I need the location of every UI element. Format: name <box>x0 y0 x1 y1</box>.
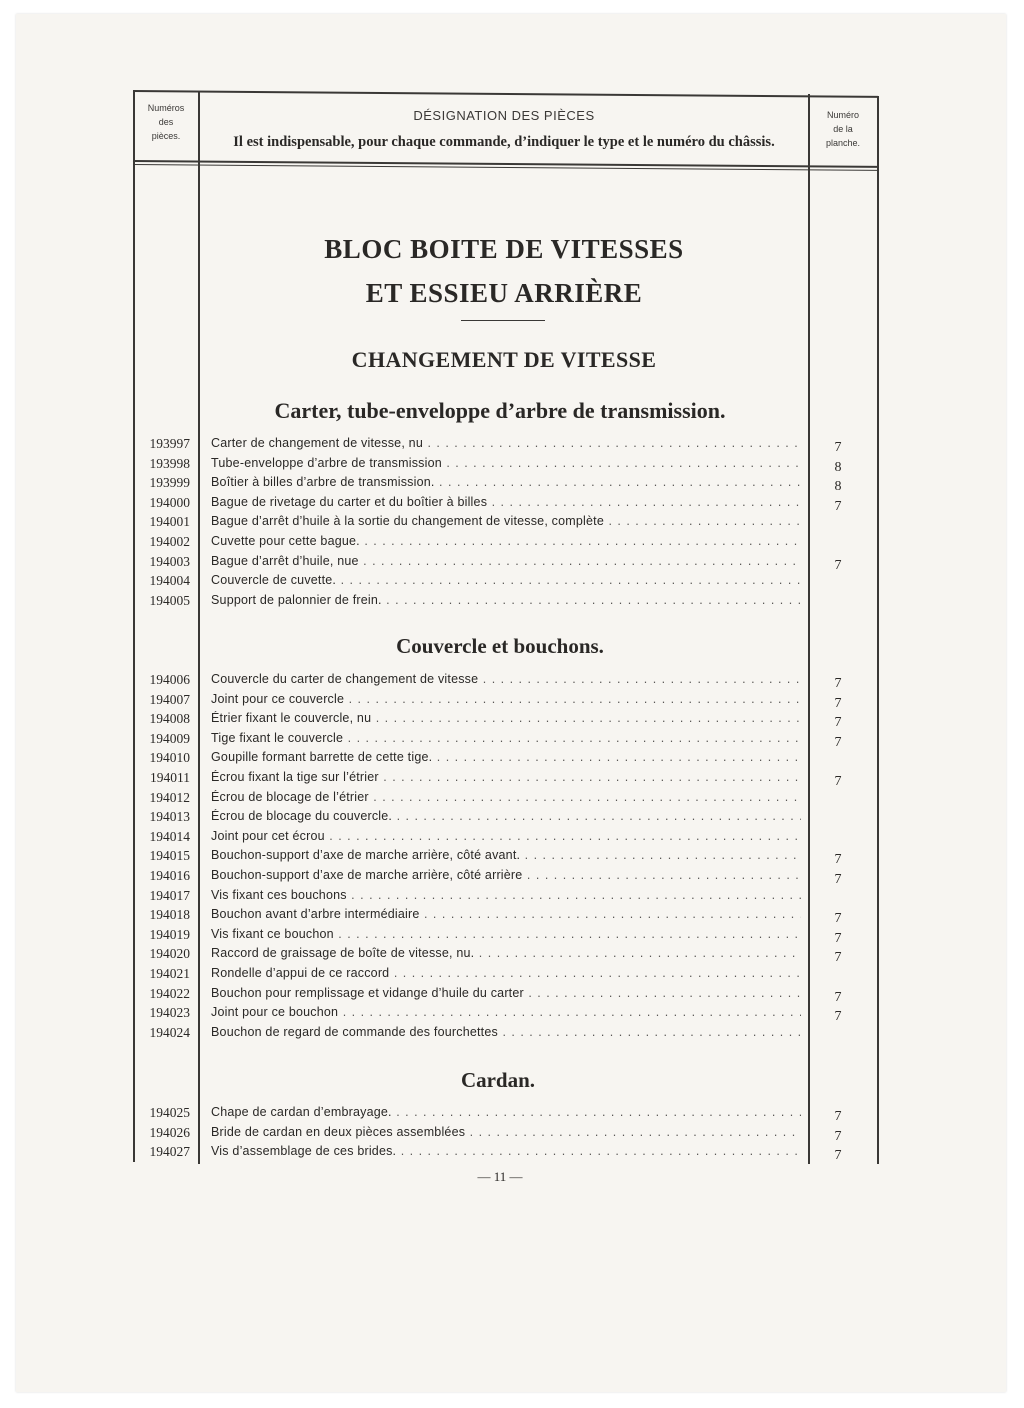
header-col-numbers <box>138 101 194 143</box>
plate-number: 7 <box>834 911 842 927</box>
part-number: 194015 <box>149 848 190 864</box>
part-designation: Raccord de graissage de boîte de vitesse, nu. . . <box>211 946 801 960</box>
plate-number: 7 <box>834 872 842 887</box>
part-number: 194020 <box>149 946 190 962</box>
part-number: 194021 <box>149 966 190 981</box>
part-designation: Carter de changement de vitesse, nu . . <box>211 436 801 450</box>
part-row <box>0 984 1024 1004</box>
part-number: 194016 <box>149 868 190 883</box>
part-row <box>0 670 1024 690</box>
plate-number: 7 <box>834 1009 842 1025</box>
part-number: 194024 <box>149 1024 190 1040</box>
part-row <box>0 866 1024 886</box>
plate-number: 7 <box>834 695 842 711</box>
part-number: 194013 <box>149 809 190 825</box>
plate-number: 7 <box>834 557 842 573</box>
part-row <box>0 1023 1024 1043</box>
part-designation: Vis fixant ces bouchons . . <box>211 888 801 902</box>
plate-number: 7 <box>834 950 842 966</box>
part-number: 193999 <box>149 475 190 491</box>
header-col-plate-line: planche. <box>825 138 861 148</box>
part-row <box>0 552 1024 572</box>
part-row <box>0 591 1024 611</box>
part-row <box>0 690 1024 710</box>
part-designation: Écrou de blocage du couvercle. . . <box>211 809 801 823</box>
part-designation: Bride de cardan en deux pièces assemblées . . <box>211 1125 801 1139</box>
plate-number: 7 <box>834 1128 842 1144</box>
part-number: 194005 <box>149 592 190 608</box>
part-row <box>0 748 1024 768</box>
part-number: 194003 <box>149 553 190 569</box>
header-col-plate-line: de la <box>833 124 853 134</box>
part-number: 194027 <box>149 1144 190 1160</box>
part-designation: Tube-enveloppe d’arbre de transmission . . <box>211 456 801 470</box>
part-row <box>0 512 1024 532</box>
part-row <box>0 709 1024 729</box>
part-row <box>0 473 1024 493</box>
page-number: — 11 — <box>477 1169 523 1184</box>
part-designation: Couvercle du carter de changement de vitesse . . <box>211 672 801 686</box>
part-designation: Bague d’arrêt d’huile à la sortie du changement de vitesse, complète . . <box>211 514 801 528</box>
plate-number: 7 <box>834 989 842 1005</box>
plate-number: 7 <box>834 715 842 731</box>
part-designation: Vis d’assemblage de ces brides. . . <box>211 1144 801 1158</box>
header-col-numbers-line: pièces. <box>151 131 181 141</box>
part-number: 194011 <box>150 770 190 785</box>
part-row <box>0 925 1024 945</box>
title-divider <box>461 320 545 321</box>
page-title-line-1: BLOC BOITE DE VITESSES <box>324 234 684 264</box>
section-heading-cardan: Cardan. <box>460 1068 536 1092</box>
plate-number: 7 <box>834 852 842 868</box>
part-designation: Joint pour cet écrou . . <box>211 829 801 843</box>
plate-number: 7 <box>834 676 842 691</box>
part-number: 194022 <box>149 985 190 1001</box>
part-number: 194002 <box>149 534 190 549</box>
part-designation: Bouchon-support d’axe de marche arrière, côté arrière . . <box>211 868 801 882</box>
part-number: 194008 <box>149 711 190 727</box>
part-row <box>0 1103 1024 1123</box>
plate-number: 7 <box>834 1109 842 1124</box>
section-heading-carter: Carter, tube-enveloppe d’arbre de transmission. <box>274 398 726 423</box>
plate-number: 8 <box>834 459 842 475</box>
part-number: 194010 <box>149 750 190 766</box>
part-number: 193998 <box>149 455 190 471</box>
part-row <box>0 434 1024 454</box>
header-col-plate <box>812 108 874 150</box>
part-number: 194004 <box>149 573 190 589</box>
header-col-numbers-line: Numéros <box>147 103 185 113</box>
part-designation: Écrou de blocage de l’étrier . . <box>211 790 801 804</box>
part-designation: Chape de cardan d’embrayage. . . <box>211 1105 801 1119</box>
part-row <box>0 571 1024 591</box>
part-row <box>0 905 1024 925</box>
part-number: 194007 <box>149 691 190 707</box>
part-designation: Bouchon-support d’axe de marche arrière, côté avant. . . <box>211 848 801 862</box>
part-number: 194017 <box>149 887 190 903</box>
part-designation: Bouchon pour remplissage et vidange d’huile du carter . . <box>211 986 801 1000</box>
plate-number: 7 <box>834 440 842 455</box>
part-designation: Couvercle de cuvette. . . <box>211 573 801 587</box>
part-designation: Tige fixant le couvercle . . <box>211 731 801 745</box>
part-designation: Bouchon avant d’arbre intermédiaire . . <box>211 907 801 921</box>
part-number: 194009 <box>149 730 190 746</box>
part-number: 194006 <box>149 672 190 687</box>
part-designation: Bague d’arrêt d’huile, nue . . <box>211 554 801 568</box>
page-title-line-2: ET ESSIEU ARRIÈRE <box>365 278 643 308</box>
part-designation: Support de palonnier de frein. . . <box>211 593 801 607</box>
part-row <box>0 846 1024 866</box>
part-designation: Vis fixant ce bouchon . . <box>211 927 801 941</box>
plate-number: 8 <box>834 479 842 495</box>
plate-number: 7 <box>834 930 842 946</box>
part-designation: Joint pour ce bouchon . . <box>211 1005 801 1019</box>
plate-number: 7 <box>834 1148 842 1164</box>
part-number: 194026 <box>149 1124 190 1140</box>
part-designation: Boîtier à billes d’arbre de transmission. . . <box>211 475 801 489</box>
header-col-numbers-line: des <box>158 117 174 127</box>
part-row <box>0 807 1024 827</box>
part-designation: Rondelle d’appui de ce raccord . . <box>211 966 801 980</box>
part-number: 194019 <box>149 926 190 942</box>
part-designation: Étrier fixant le couvercle, nu . . <box>211 711 801 725</box>
header-order-note: Il est indispensable, pour chaque commande, d’indiquer le type et le numéro du châssis. <box>233 134 775 150</box>
part-row <box>0 493 1024 513</box>
part-row <box>0 768 1024 788</box>
section-heading-couvercle: Couvercle et bouchons. <box>396 634 604 658</box>
part-designation: Bague de rivetage du carter et du boîtier à billes . . <box>211 495 801 509</box>
part-row <box>0 1003 1024 1023</box>
part-designation: Bouchon de regard de commande des fourchettes . . <box>211 1025 801 1039</box>
part-number: 194001 <box>149 514 190 530</box>
section-title: CHANGEMENT DE VITESSE <box>351 347 657 372</box>
part-row <box>0 886 1024 906</box>
part-row <box>0 1123 1024 1143</box>
part-designation: Écrou fixant la tige sur l’étrier . . <box>211 770 801 784</box>
part-number: 194023 <box>149 1005 190 1021</box>
part-number: 194012 <box>149 789 190 805</box>
part-number: 194018 <box>149 907 190 923</box>
header-col-plate-line: Numéro <box>826 110 859 120</box>
part-row <box>0 454 1024 474</box>
part-row <box>0 964 1024 984</box>
part-row <box>0 532 1024 552</box>
part-designation: Goupille formant barrette de cette tige. . . <box>211 750 801 764</box>
part-number: 193997 <box>149 436 190 451</box>
part-row <box>0 944 1024 964</box>
part-designation: Cuvette pour cette bague. . . <box>211 534 801 548</box>
part-row <box>0 788 1024 808</box>
part-number: 194000 <box>149 494 190 510</box>
plate-number: 7 <box>834 498 842 514</box>
part-number: 194025 <box>149 1105 190 1120</box>
plate-number: 7 <box>834 734 842 750</box>
header-designation: DÉSIGNATION DES PIÈCES <box>413 108 595 123</box>
part-row <box>0 1142 1024 1162</box>
part-row <box>0 729 1024 749</box>
part-row <box>0 827 1024 847</box>
part-number: 194014 <box>149 828 190 844</box>
part-designation: Joint pour ce couvercle . . <box>211 692 801 706</box>
plate-number: 7 <box>834 774 842 789</box>
